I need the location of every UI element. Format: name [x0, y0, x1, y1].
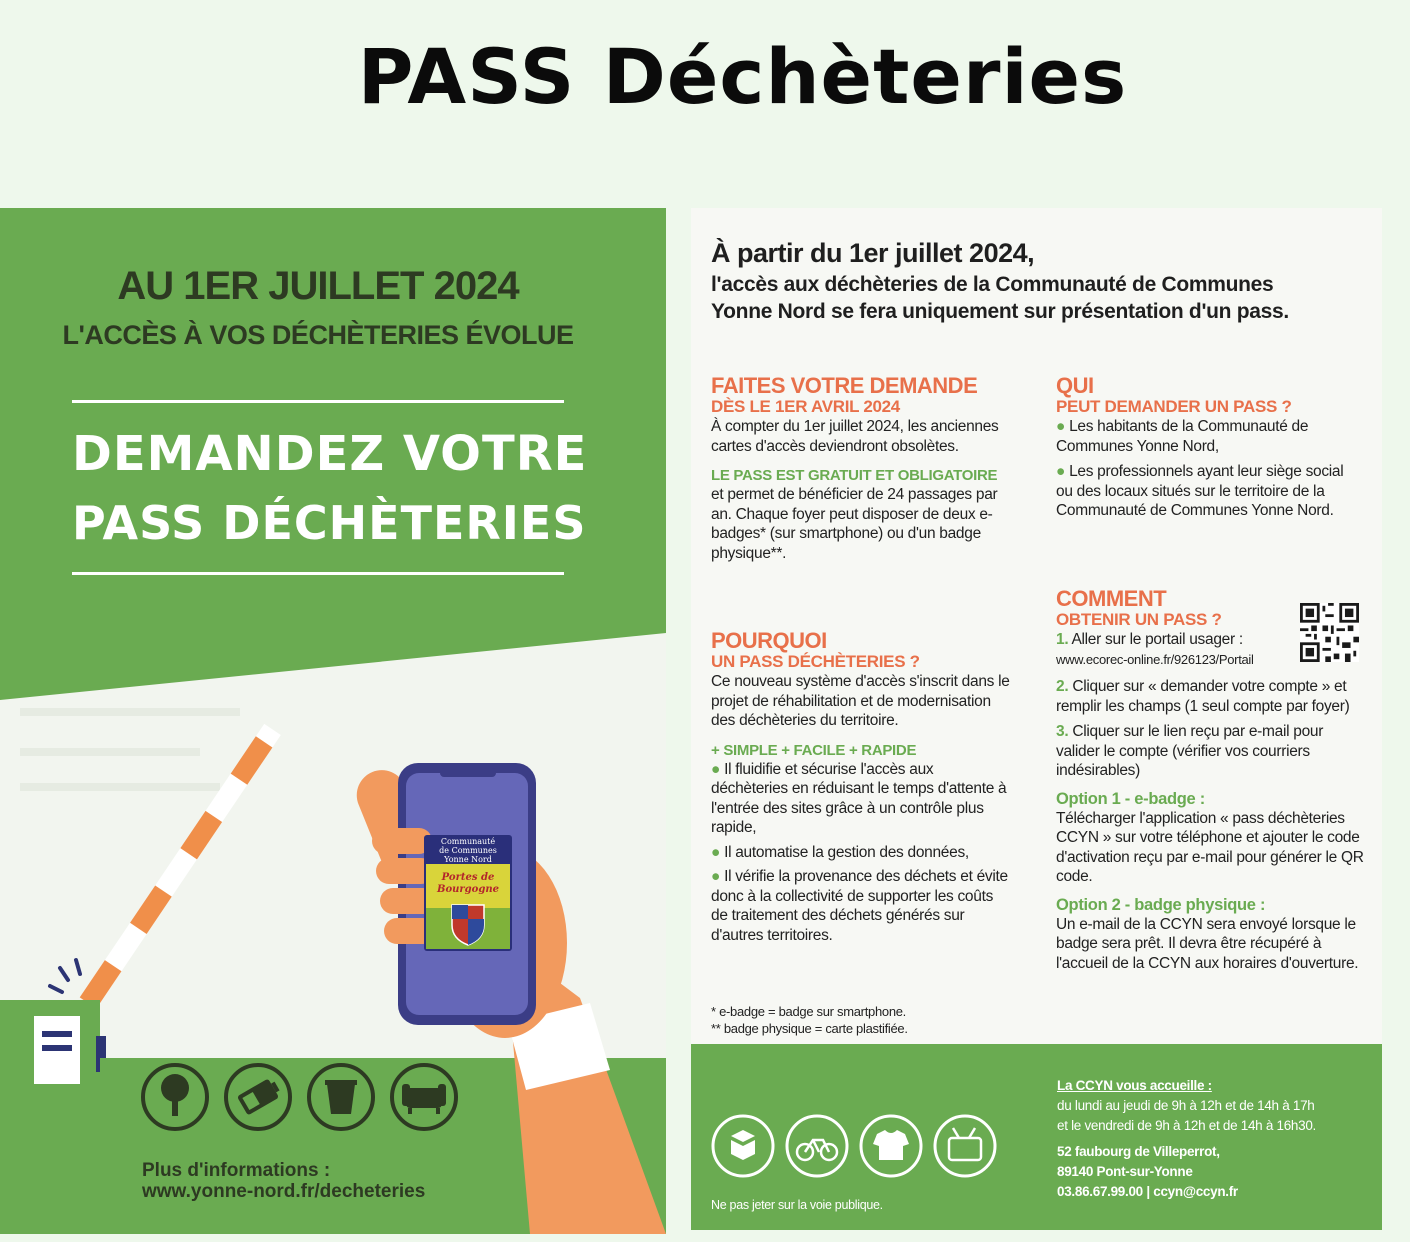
- footnotes: [711, 1003, 908, 1037]
- qui-bullet2-text: Les professionnels ayant leur siège social ou des locaux situés sur le territoire de la Communauté de Communes Yonne Nord.: [1056, 463, 1344, 519]
- option1-text: Télécharger l'application « pass déchèteries CCYN » sur votre téléphone et ajouter le code d'activation reçu par e-mail pour générer le QR code.: [1056, 809, 1364, 885]
- comment-title1: COMMENT: [1056, 586, 1167, 611]
- qui-bullet2: [1056, 462, 1361, 521]
- intro: [711, 238, 1361, 325]
- pourquoi-green-head: + SIMPLE + FACILE + RAPIDE: [711, 741, 917, 759]
- footer-contact: [1057, 1076, 1316, 1202]
- demande-title2: DÈS LE 1ER AVRIL 2024: [711, 397, 900, 416]
- qr-code[interactable]: [1300, 603, 1359, 662]
- step1-text: Aller sur le portail usager :: [1071, 631, 1243, 648]
- demande-green-head: LE PASS EST GRATUIT ET OBLIGATOIRE: [711, 467, 998, 484]
- footer-hours1: du lundi au jeudi de 9h à 12h et de 14h à 17h: [1057, 1098, 1315, 1113]
- left-headline: AU 1ER JUILLET 2024: [117, 264, 519, 308]
- pourquoi-bullet3: [711, 867, 1011, 945]
- left-big-line2: PASS DÉCHÈTERIES: [72, 496, 587, 550]
- footer-title: La CCYN vous accueille :: [1057, 1078, 1212, 1093]
- badge-line4: Portes de: [441, 872, 495, 883]
- right-flyer: [691, 208, 1382, 1230]
- portal-url[interactable]: www.ecorec-online.fr/926123/Portail: [1056, 651, 1254, 667]
- badge-line3: Yonne Nord: [444, 855, 492, 864]
- left-subhead: L'ACCÈS À VOS DÉCHÈTERIES ÉVOLUE: [62, 320, 574, 350]
- demande-text2: et permet de bénéficier de 24 passages par an. Chaque foyer peut disposer de deux e-badges* (sur smartphone) ou d'un badge physique**.: [711, 486, 998, 562]
- qui-bullet1: [1056, 417, 1361, 456]
- bullet-dot: ●: [1056, 463, 1070, 480]
- footer-addr2: 89140 Pont-sur-Yonne: [1057, 1164, 1193, 1179]
- intro-line2: l'accès aux déchèteries de la Communauté de Communes: [711, 273, 1274, 296]
- pourquoi-text: Ce nouveau système d'accès s'inscrit dans le projet de réhabilitation et de modernisation des déchèteries du territoire.: [711, 673, 1010, 729]
- bullet-dot: ●: [711, 760, 725, 778]
- option2-text: Un e-mail de la CCYN sera envoyé lorsque le badge sera prêt. Il devra être récupéré à l'accueil de la CCYN aux horaires d'ouverture.: [1056, 915, 1359, 972]
- step2-text: Cliquer sur « demander votre compte » et remplir les champs (1 seul compte par foyer): [1056, 678, 1350, 715]
- step1-number: 1.: [1056, 631, 1069, 648]
- pourquoi-title2: UN PASS DÉCHÈTERIES ?: [711, 652, 920, 671]
- comment-title2: OBTENIR UN PASS ?: [1056, 610, 1222, 629]
- pourquoi-bullet1: [711, 760, 1011, 838]
- more-info: [142, 1160, 425, 1202]
- option2-title: Option 2 - badge physique :: [1056, 895, 1266, 914]
- badge-line5: Bourgogne: [437, 884, 499, 895]
- bullet-dot: ●: [711, 868, 725, 885]
- comment-step2: [1056, 677, 1366, 716]
- left-rule-top: [72, 400, 564, 403]
- section-qui: [1056, 375, 1361, 521]
- step3-text: Cliquer sur le lien reçu par e-mail pour valider le compte (vérifier vos courriers indésirables): [1056, 723, 1324, 779]
- footer-hours2: et le vendredi de 9h à 12h et de 14h à 16h30.: [1057, 1118, 1316, 1133]
- badge-brand: [426, 872, 510, 896]
- badge-line2: de Communes: [439, 846, 497, 855]
- pourquoi-bullet3-text: Il vérifie la provenance des déchets et évite donc à la collectivité de supporter les coûts de traitement des déchets générés sur d'autres territoires.: [711, 868, 1008, 944]
- comment-step3: [1056, 722, 1366, 781]
- option1-title: Option 1 - e-badge :: [1056, 789, 1205, 808]
- qui-title2: PEUT DEMANDER UN PASS ?: [1056, 397, 1292, 416]
- demande-title1: FAITES VOTRE DEMANDE: [711, 373, 978, 398]
- bullet-dot: ●: [1056, 418, 1070, 435]
- more-info-label: Plus d'informations :: [142, 1160, 331, 1181]
- footnote-1: * e-badge = badge sur smartphone.: [711, 1004, 906, 1019]
- step2-number: 2.: [1056, 678, 1069, 695]
- left-rule-bottom: [72, 572, 564, 575]
- footnote-2: ** badge physique = carte plastifiée.: [711, 1021, 908, 1036]
- left-illustration: [0, 208, 666, 1234]
- footer-contact-line[interactable]: 03.86.67.99.00 | ccyn@ccyn.fr: [1057, 1184, 1238, 1199]
- pourquoi-bullet1-text: Il fluidifie et sécurise l'accès aux déchèteries en réduisant le temps d'attente à l'entrée des sites grâce à un contrôle plus rapide,: [711, 760, 1007, 836]
- qui-title1: QUI: [1056, 373, 1094, 398]
- page-title: PASS Déchèteries: [357, 32, 1128, 121]
- step3-number: 3.: [1056, 723, 1069, 740]
- footer-addr1: 52 faubourg de Villeperrot,: [1057, 1144, 1220, 1159]
- section-pourquoi: [711, 630, 1011, 945]
- section-demande: [711, 375, 1021, 563]
- footer-icons: [707, 1086, 1027, 1196]
- footer: [691, 1044, 1382, 1230]
- qui-bullet1-text: Les habitants de la Communauté de Communes Yonne Nord,: [1056, 418, 1309, 455]
- badge-header: [426, 837, 510, 864]
- bullet-dot: ●: [711, 843, 725, 861]
- pourquoi-bullet2: [711, 843, 1011, 863]
- pourquoi-bullet2-text: Il automatise la gestion des données,: [724, 843, 969, 861]
- pourquoi-title1: POURQUOI: [711, 628, 827, 653]
- more-info-url[interactable]: www.yonne-nord.fr/decheteries: [142, 1181, 426, 1202]
- intro-line3: Yonne Nord se fera uniquement sur présentation d'un pass.: [711, 300, 1289, 323]
- left-flyer: [0, 208, 666, 1234]
- badge-line1: Communauté: [440, 837, 496, 846]
- intro-line1: À partir du 1er juillet 2024,: [711, 238, 1035, 268]
- left-big-line1: DEMANDEZ VOTRE: [72, 426, 588, 482]
- demande-text: À compter du 1er juillet 2024, les anciennes cartes d'accès deviendront obsolètes.: [711, 418, 999, 455]
- footer-note: Ne pas jeter sur la voie publique.: [711, 1198, 883, 1212]
